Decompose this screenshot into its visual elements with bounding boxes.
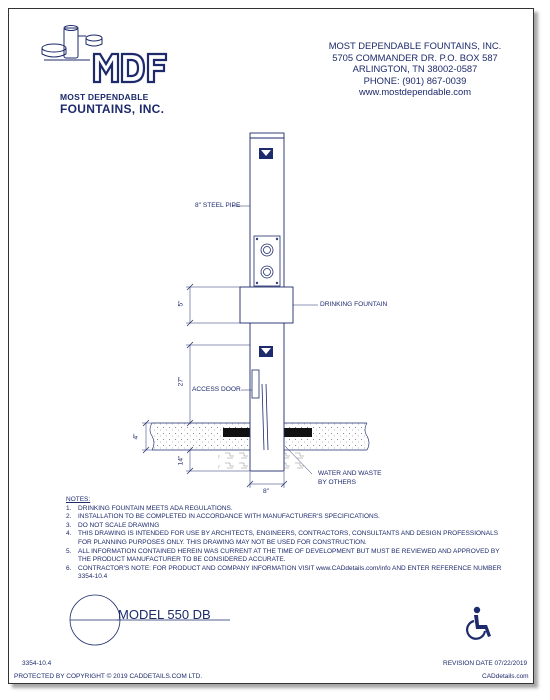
wheelchair-icon: [467, 607, 491, 639]
notes-heading: NOTES:: [66, 496, 91, 503]
logo-text-line2: FOUNTAINS, INC.: [60, 102, 165, 116]
note-item: [66, 505, 506, 514]
upper-push-button-icon: [259, 148, 273, 159]
note-text: DRINKING FOUNTAIN MEETS ADA REGULATIONS.: [78, 504, 233, 512]
note-number: 2.: [66, 513, 72, 521]
company-address: 5705 COMMANDER DR. P.O. BOX 587: [332, 51, 498, 63]
note-item: [66, 565, 506, 582]
company-city: ARLINGTON, TN 38002-0587: [352, 63, 478, 75]
note-text: INSTALLATION TO BE COMPLETED IN ACCORDANCE WITH MANUFACTURER'S SPECIFICATIONS.: [78, 513, 380, 521]
drinking-fountain-bowl: [240, 287, 293, 323]
note-number: 5.: [66, 547, 72, 555]
note-item: [66, 513, 506, 522]
dim-4-inch: 4": [132, 433, 140, 440]
note-item: [66, 530, 506, 547]
note-item: [66, 548, 506, 565]
copyright-notice: PROTECTED BY COPYRIGHT © 2019 CADDETAILS.COM LTD.: [14, 673, 203, 680]
note-text: DO NOT SCALE DRAWING: [78, 521, 160, 529]
label-steel-pipe: 8" STEEL PIPE: [195, 202, 241, 209]
anchor-bar-right: [284, 428, 312, 437]
label-by-others: BY OTHERS: [318, 479, 356, 486]
note-text: CONTRACTOR'S NOTE: FOR PRODUCT AND COMPANY INFORMATION VISIT www.CADdetails.com/info AND ENTER REFERENCE NUMBER 3354-10.4: [78, 564, 502, 581]
logo-text-line1: MOST DEPENDABLE: [60, 92, 149, 102]
note-text: THIS DRAWING IS INTENDED FOR USE BY ARCHITECTS, ENGINEERS, CONTRACTORS, CONSULTANTS AND DESIGN PROFESSIONALS FOR PLANNING PURPOSES ONLY. THIS DRAWING MAY NOT BE USED FOR CONSTRUCTION.: [78, 530, 499, 546]
label-drinking-fountain: DRINKING FOUNTAIN: [320, 301, 388, 308]
reference-number: 3354-10.4: [22, 660, 52, 667]
label-access-door: ACCESS DOOR: [192, 386, 241, 393]
company-website: www.mostdependable.com: [358, 86, 472, 98]
notes-block: [66, 496, 506, 582]
lower-push-button-icon: [259, 346, 273, 357]
label-water-waste: WATER AND WASTE: [318, 470, 382, 477]
note-item: [66, 522, 506, 531]
company-name: MOST DEPENDABLE FOUNTAINS, INC.: [328, 40, 502, 51]
dim-27-inch: 27": [177, 376, 185, 387]
note-number: 1.: [66, 504, 72, 512]
note-number: 3.: [66, 521, 72, 529]
revision-date: REVISION DATE 07/22/2019: [443, 660, 528, 667]
dim-5-inch: 5": [177, 300, 185, 307]
note-number: 4.: [66, 530, 72, 538]
dim-8-inch: 8": [263, 488, 270, 495]
company-phone: PHONE: (901) 867-0039: [363, 74, 467, 86]
note-text: ALL INFORMATION CONTAINED HEREIN WAS CURRENT AT THE TIME OF DEVELOPMENT BUT MUST BE REVIEWED AND APPROVED BY THE PRODUCT MANUFACTURER TO BE CONSIDERED ACCURATE.: [78, 547, 500, 564]
caddetails-link[interactable]: CADdetails.com: [482, 673, 529, 680]
model-title: MODEL 550 DB: [118, 607, 211, 622]
note-number: 6.: [66, 564, 72, 572]
dim-14-inch: 14": [177, 455, 185, 466]
